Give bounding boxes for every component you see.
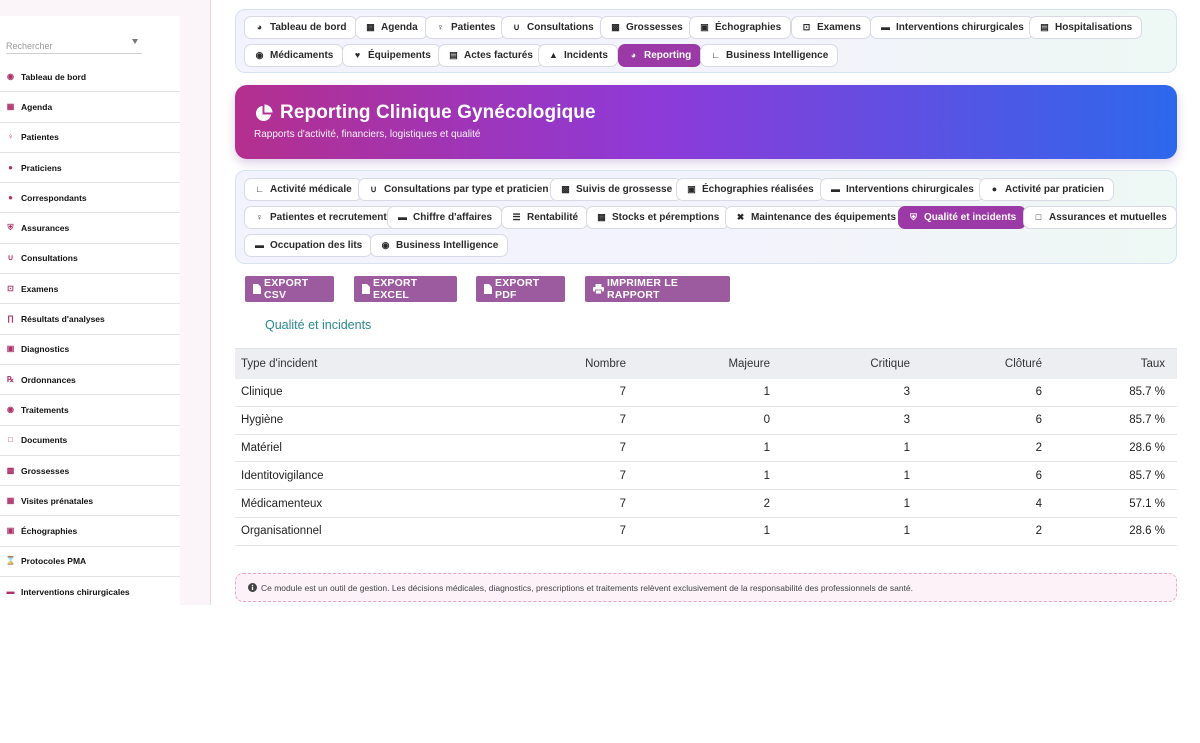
tab-tableau-de-bord[interactable] [244, 16, 357, 39]
table-row [235, 490, 1177, 518]
warning-icon: ▲ [549, 50, 558, 60]
sidebar-item-documents[interactable] [0, 426, 180, 456]
sidebar-item-label: Documents [21, 435, 68, 446]
table-row [235, 379, 1177, 407]
export-csv-label: EXPORT CSV [264, 277, 309, 301]
page-header-banner [235, 85, 1177, 159]
female-icon: ♀ [7, 132, 14, 142]
stethoscope-icon: ∪ [370, 184, 377, 194]
tab-label: Interventions chirurgicales [846, 184, 974, 195]
sidebar-search[interactable] [6, 36, 142, 54]
cell-taux: 85.7 % [1129, 414, 1165, 427]
search-input[interactable] [6, 38, 124, 54]
cell-cloture: 2 [1035, 525, 1042, 538]
tab-label: Échographies réalisées [702, 184, 814, 195]
cell-nombre: 7 [619, 525, 626, 538]
sidebar-item-label: Grossesses [21, 465, 70, 476]
file-excel-icon [362, 284, 370, 294]
monitor-icon: ▣ [6, 526, 15, 536]
baby-icon: ▩ [611, 22, 620, 32]
sidebar-item-diagnostics[interactable] [0, 335, 180, 365]
cell-critique: 1 [903, 441, 910, 454]
column-header-nombre[interactable]: Nombre [585, 358, 626, 370]
tab-echographies[interactable] [689, 16, 791, 39]
tab-consultations[interactable] [501, 16, 604, 39]
table-row [235, 462, 1177, 490]
disclaimer-notice [235, 573, 1177, 602]
pills-icon: ◉ [255, 50, 264, 60]
pie-chart-icon [254, 104, 273, 123]
sidebar-item-label: Échographies [21, 526, 78, 537]
column-header-taux[interactable]: Taux [1140, 358, 1165, 370]
document-icon: □ [1035, 212, 1042, 222]
tab-interventions[interactable] [870, 16, 1034, 39]
tab-label: Stocks et péremptions [612, 212, 720, 223]
tools-icon: ✖ [736, 212, 745, 222]
stethoscope-icon: ∪ [513, 22, 520, 32]
cell-majeure: 0 [763, 414, 770, 427]
sidebar-item-interventions[interactable] [0, 577, 180, 605]
report-tab-stocks[interactable] [586, 206, 729, 229]
tab-medicaments[interactable] [244, 44, 343, 67]
sidebar-item-label: Examens [21, 283, 59, 294]
report-tab-activite-praticien[interactable] [979, 178, 1114, 201]
file-icon [253, 284, 261, 294]
report-tab-rentabilite[interactable] [501, 206, 588, 229]
cell-critique: 1 [903, 469, 910, 482]
cell-taux: 85.7 % [1129, 386, 1165, 399]
export-pdf-label: EXPORT PDF [495, 277, 540, 301]
report-tab-chiffre-affaires[interactable] [387, 206, 502, 229]
tab-actes-factures[interactable] [438, 44, 543, 67]
cell-cloture: 6 [1035, 469, 1042, 482]
prescription-icon: ℞ [6, 374, 15, 384]
report-tab-activite-medicale[interactable] [244, 178, 362, 201]
baby-icon: ▩ [6, 465, 15, 475]
cell-critique: 3 [903, 386, 910, 399]
file-pdf-icon [484, 284, 492, 294]
gauge-icon: ◕ [256, 22, 263, 32]
tab-label: Examens [817, 22, 861, 33]
tab-label: Patientes [451, 22, 496, 33]
user-icon: ● [8, 192, 13, 202]
tab-label: Agenda [381, 22, 418, 33]
report-tab-suivis-grossesse[interactable] [550, 178, 682, 201]
stethoscope-icon: ∪ [7, 253, 14, 263]
report-tab-business-intelligence[interactable] [370, 234, 508, 257]
calendar-icon: ▦ [6, 101, 15, 111]
page-title: Reporting Clinique Gynécologique [280, 102, 596, 123]
cell-critique: 3 [903, 414, 910, 427]
info-circle-icon [248, 583, 257, 592]
calendar-check-icon: ▦ [6, 495, 15, 505]
report-tab-bar [235, 170, 1177, 264]
sidebar-item-traitements[interactable] [0, 395, 180, 425]
column-header-critique[interactable]: Critique [870, 358, 910, 370]
clipboard-icon: ▣ [6, 344, 15, 354]
pie-chart-icon: ◕ [630, 50, 637, 60]
cell-cloture: 2 [1035, 441, 1042, 454]
tab-hospitalisations[interactable] [1029, 16, 1142, 39]
monitor-icon: ▣ [687, 184, 696, 194]
coins-icon: ☰ [512, 212, 521, 222]
incidents-table [235, 348, 1177, 546]
report-tab-qualite-incidents[interactable] [898, 206, 1026, 229]
cell-type: Identitovigilance [241, 469, 324, 482]
baby-icon: ▩ [561, 184, 570, 194]
report-tab-echographies[interactable] [676, 178, 824, 201]
tab-label: Reporting [644, 50, 692, 61]
bed-icon: ▬ [255, 240, 264, 250]
tab-patientes[interactable] [425, 16, 505, 39]
cell-nombre: 7 [619, 414, 626, 427]
dna-icon: ⌛ [5, 556, 16, 566]
heart-pulse-icon: ♥ [354, 50, 361, 60]
female-icon: ♀ [256, 212, 263, 222]
sidebar-item-assurances[interactable] [0, 213, 180, 243]
cell-taux: 28.6 % [1129, 525, 1165, 538]
cell-taux: 28.6 % [1129, 441, 1165, 454]
cell-majeure: 1 [763, 525, 770, 538]
tab-label: Suivis de grossesse [576, 184, 673, 195]
tab-agenda[interactable] [355, 16, 428, 39]
sidebar-item-ordonnances[interactable] [0, 365, 180, 395]
tab-label: Hospitalisations [1055, 22, 1133, 33]
sidebar-item-examens[interactable] [0, 274, 180, 304]
tab-equipements[interactable] [342, 44, 441, 67]
tab-label: Consultations par type et praticien [384, 184, 549, 195]
shield-icon: ⛨ [7, 223, 14, 233]
sidebar-item-echographies[interactable] [0, 516, 180, 546]
cell-cloture: 6 [1035, 414, 1042, 427]
top-tab-bar [235, 9, 1177, 73]
tab-examens[interactable] [791, 16, 871, 39]
microscope-icon: ⊡ [7, 283, 14, 293]
cell-critique: 1 [903, 525, 910, 538]
bed-icon: ▬ [881, 22, 890, 32]
report-tab-assurances[interactable] [1023, 206, 1177, 229]
table-row [235, 407, 1177, 435]
sidebar-nav [0, 62, 180, 605]
female-icon: ♀ [437, 22, 444, 32]
sidebar-item-label: Ordonnances [21, 374, 76, 385]
tab-label: Business Intelligence [726, 50, 829, 61]
tab-label: Occupation des lits [270, 240, 363, 251]
cell-cloture: 4 [1035, 497, 1042, 510]
export-csv-button[interactable] [245, 276, 334, 302]
report-tab-consultations[interactable] [358, 178, 558, 201]
cell-type: Organisationnel [241, 525, 322, 538]
calendar-icon: ▦ [366, 22, 375, 32]
tab-label: Qualité et incidents [924, 212, 1017, 223]
report-tab-interventions[interactable] [820, 178, 984, 201]
sidebar-item-label: Assurances [21, 223, 70, 234]
tab-label: Actes facturés [464, 50, 533, 61]
sidebar-item-label: Praticiens [21, 162, 62, 173]
sidebar-item-patientes[interactable] [0, 123, 180, 153]
sidebar-item-label: Patientes [21, 132, 59, 143]
column-header-type[interactable]: Type d'incident [241, 358, 318, 370]
tab-label: Chiffre d'affaires [413, 212, 493, 223]
report-tab-occupation-lits[interactable] [244, 234, 372, 257]
sidebar-item-label: Protocoles PMA [21, 556, 87, 567]
boxes-icon: ▦ [597, 212, 606, 222]
sidebar-item-protocoles-pma[interactable] [0, 547, 180, 577]
cell-majeure: 1 [763, 441, 770, 454]
doctor-icon: ● [991, 184, 998, 194]
sidebar-panel [0, 16, 180, 605]
tab-reporting[interactable] [618, 44, 701, 67]
export-excel-button[interactable] [354, 276, 457, 302]
monitor-icon: ▣ [700, 22, 709, 32]
sidebar-item-label: Diagnostics [21, 344, 70, 355]
sidebar-item-label: Traitements [21, 404, 69, 415]
sidebar-item-label: Correspondants [21, 192, 87, 203]
sidebar-item-grossesses[interactable] [0, 456, 180, 486]
sidebar-item-label: Consultations [21, 253, 78, 264]
cell-type: Médicamenteux [241, 497, 323, 510]
table-row [235, 518, 1177, 546]
table-row [235, 435, 1177, 463]
sidebar-item-label: Visites prénatales [21, 495, 94, 506]
sidebar-item-agenda[interactable] [0, 92, 180, 122]
tab-label: Grossesses [626, 22, 683, 33]
tab-business-intelligence[interactable] [700, 44, 838, 67]
line-chart-icon: ∟ [255, 184, 264, 194]
flask-icon: ∏ [7, 314, 14, 324]
sidebar-item-resultats-analyses[interactable] [0, 304, 180, 334]
tab-label: Business Intelligence [396, 240, 499, 251]
shield-icon: ⛨ [910, 212, 917, 222]
cell-nombre: 7 [619, 386, 626, 399]
disclaimer-text: Ce module est un outil de gestion. Les décisions médicales, diagnostics, prescriptions et traitements relèvent exclusivement de la responsabilité des professionnels de santé. [261, 582, 914, 593]
sidebar-item-correspondants[interactable] [0, 183, 180, 213]
export-excel-label: EXPORT EXCEL [373, 277, 418, 301]
sidebar-item-label: Résultats d'analyses [21, 314, 105, 325]
sidebar-item-tableau-de-bord[interactable] [0, 62, 180, 92]
sidebar [0, 0, 211, 605]
doctor-icon: ● [8, 162, 13, 172]
cell-majeure: 2 [763, 497, 770, 510]
bed-icon: ▬ [6, 586, 15, 596]
tab-label: Patientes et recrutement [270, 212, 387, 223]
cell-nombre: 7 [619, 497, 626, 510]
report-section-title: Qualité et incidents [265, 318, 372, 332]
cell-majeure: 1 [763, 469, 770, 482]
tab-label: Interventions chirurgicales [896, 22, 1024, 33]
tab-label: Activité médicale [270, 184, 352, 195]
tab-label: Tableau de bord [270, 22, 347, 33]
tab-label: Incidents [564, 50, 608, 61]
cell-taux: 85.7 % [1129, 469, 1165, 482]
sidebar-item-label: Interventions chirurgicales [21, 586, 130, 597]
tab-label: Échographies [715, 22, 782, 33]
cell-type: Matériel [241, 441, 282, 454]
report-tab-maintenance[interactable] [725, 206, 906, 229]
tab-label: Activité par praticien [1005, 184, 1104, 195]
money-icon: ▬ [398, 212, 407, 222]
print-report-label: IMPRIMER LE RAPPORT [607, 277, 679, 301]
sidebar-item-visites-prenatales[interactable] [0, 486, 180, 516]
page-subtitle: Rapports d'activité, financiers, logistiques et qualité [254, 129, 481, 140]
tab-label: Assurances et mutuelles [1049, 212, 1167, 223]
cell-taux: 57.1 % [1129, 497, 1165, 510]
column-header-cloture[interactable]: Clôturé [1004, 358, 1042, 370]
sidebar-item-label: Tableau de bord [21, 71, 87, 82]
cell-nombre: 7 [619, 469, 626, 482]
sidebar-item-praticiens[interactable] [0, 153, 180, 183]
sidebar-item-consultations[interactable] [0, 244, 180, 274]
chevron-down-icon[interactable] [132, 39, 138, 44]
dashboard-icon: ◉ [7, 71, 14, 81]
pills-icon: ◉ [7, 404, 14, 414]
tab-label: Rentabilité [527, 212, 579, 223]
invoice-icon: ▤ [449, 50, 458, 60]
cell-type: Clinique [241, 386, 283, 399]
sidebar-item-label: Agenda [21, 101, 53, 112]
brain-icon: ◉ [381, 240, 390, 250]
cell-nombre: 7 [619, 441, 626, 454]
tab-label: Équipements [368, 50, 431, 61]
hospital-icon: ▤ [1040, 22, 1049, 32]
cell-cloture: 6 [1035, 386, 1042, 399]
document-icon: □ [8, 435, 13, 445]
line-chart-icon: ∟ [711, 50, 720, 60]
column-header-majeure[interactable]: Majeure [728, 358, 770, 370]
print-report-button[interactable] [585, 276, 730, 302]
tab-grossesses[interactable] [600, 16, 693, 39]
cell-majeure: 1 [763, 386, 770, 399]
printer-icon [593, 284, 604, 294]
report-tab-patientes[interactable] [244, 206, 397, 229]
export-pdf-button[interactable] [476, 276, 565, 302]
tab-label: Consultations [527, 22, 594, 33]
bed-icon: ▬ [831, 184, 840, 194]
microscope-icon: ⊡ [802, 22, 811, 32]
cell-type: Hygiène [241, 414, 284, 427]
cell-critique: 1 [903, 497, 910, 510]
tab-incidents[interactable] [538, 44, 618, 67]
table-header [235, 348, 1177, 379]
tab-label: Médicaments [270, 50, 334, 61]
tab-label: Maintenance des équipements [751, 212, 897, 223]
